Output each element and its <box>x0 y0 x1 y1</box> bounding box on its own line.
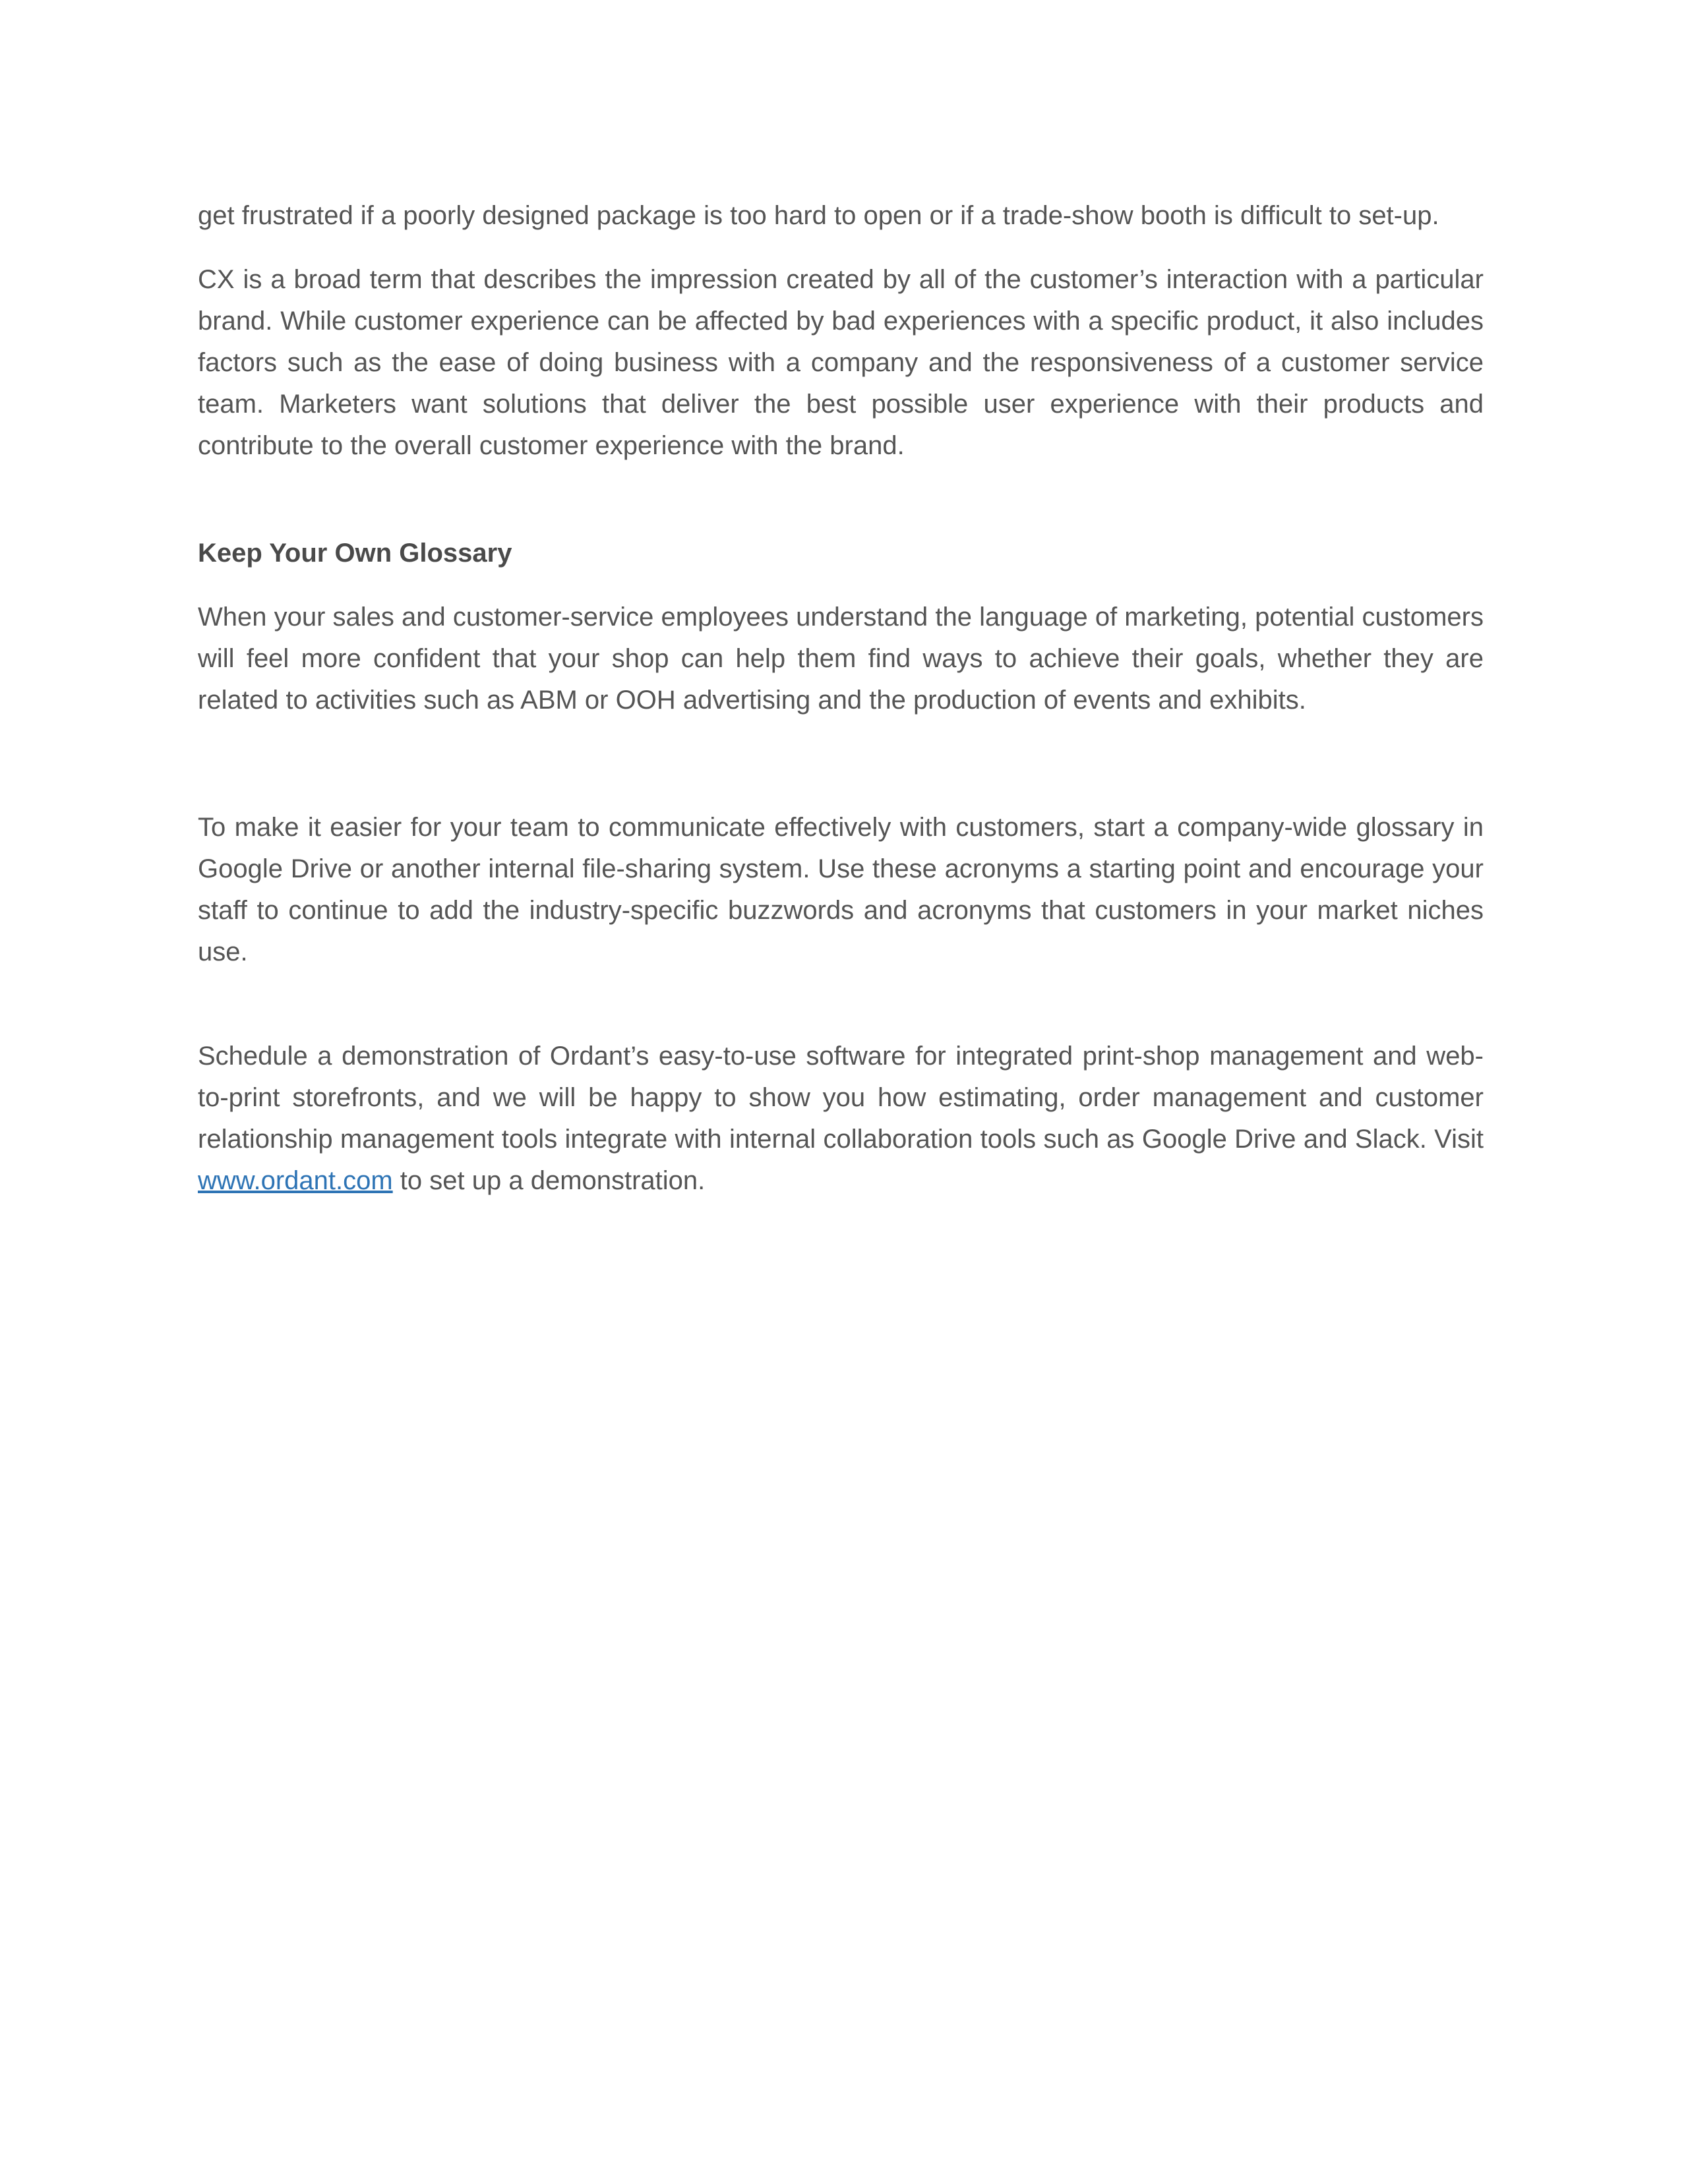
demo-text-before-link: Schedule a demonstration of Ordant’s easy-to-use software for integrated print-shop management and web-to-print storefronts, and we will be happy to show you how estimating, order management and customer relationship management tools integrate with internal collaboration tools such as Google Drive and Slack. Visit <box>198 1042 1484 1154</box>
paragraph-company-glossary: To make it easier for your team to communicate effectively with customers, start a company-wide glossary in Google Drive or another internal file-sharing system. Use these acronyms a starting point and encourage your staff to continue to add the industry-specific buzzwords and acronyms that customers in your market niches use. <box>198 813 1484 966</box>
paragraph-cx-definition: CX is a broad term that describes the impression created by all of the customer’s interaction with a particular brand. While customer experience can be affected by bad experiences with a specific product, it also includes factors such as the ease of doing business with a company and the responsiveness of a customer service team. Marketers want solutions that deliver the best possible user experience with their products and contribute to the overall customer experience with the brand. <box>198 265 1484 460</box>
section-heading-glossary: Keep Your Own Glossary <box>198 539 512 568</box>
spacer <box>198 721 1484 807</box>
spacer <box>198 467 1484 533</box>
document-body <box>198 195 1484 1202</box>
demo-text-after-link: to set up a demonstration. <box>392 1166 706 1195</box>
paragraph-language-of-marketing: When your sales and customer-service employees understand the language of marketing, potential customers will feel more confident that your shop can help them find ways to achieve their goals, whether they are related to activities such as ABM or OOH advertising and the production of events and exhibits. <box>198 603 1484 715</box>
paragraph-packaging: get frustrated if a poorly designed package is too hard to open or if a trade-show booth is difficult to set-up. <box>198 201 1439 230</box>
spacer <box>198 973 1484 1036</box>
ordant-website-link[interactable]: www.ordant.com <box>198 1166 393 1195</box>
paragraph-schedule-demo <box>198 1036 1484 1202</box>
